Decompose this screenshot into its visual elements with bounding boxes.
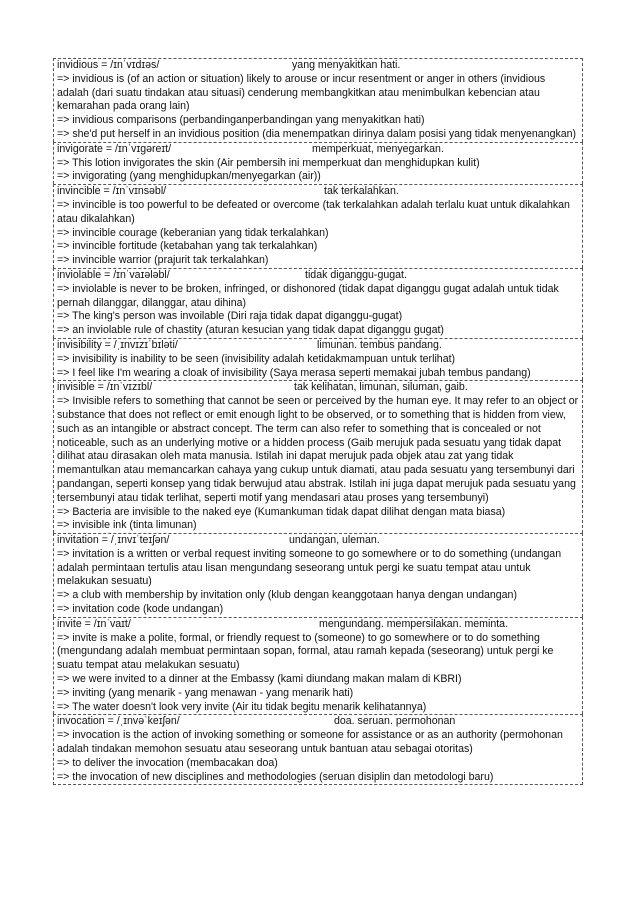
example-line: => Bacteria are invisible to the naked eye (Kumankuman tidak dapat dilihat dengan mata biasa) [57,505,506,518]
example-line: => The king's person was invoilable (Diri raja tidak dapat diganggu-gugat) [57,310,403,323]
example-line: => inviting (yang menarik - yang menawan - yang menarik hati) [57,686,354,699]
example-line: => invidious comparisons (perbandinganperbandingan yang menyakitkan hati) [57,114,425,127]
example-line: => invisible ink (tinta limunan) [57,519,197,532]
headword: invite = /ɪnˈvaɪt/ [57,617,131,630]
example-line: => we were invited to a dinner at the Embassy (kami diundang makan malam di KBRI) [57,673,462,686]
example-line: => invigorating (yang menghidupkan/menyegarkan (air)) [57,170,321,183]
entry-headline [57,534,579,548]
gloss: tidak diganggu-gugat. [305,268,407,281]
example-line: => invincible courage (keberanian yang tidak terkalahkan) [57,226,329,239]
dictionary-page [53,58,583,785]
dictionary-entry [53,380,583,533]
entry-headline [57,715,579,729]
headword: invidious = /ɪnˈvɪdɪəs/ [57,59,160,71]
gloss: tak terkalahkan. [324,185,399,198]
dictionary-entry [53,184,583,268]
dictionary-entry [53,533,583,617]
example-line: => the invocation of new disciplines and methodologies (seruan disiplin dan metodologi baru) [57,770,494,783]
entry-headline [57,143,579,157]
example-line: => a club with membership by invitation only (klub dengan keanggotaan hanya dengan undangan) [57,589,517,602]
gloss: doa. seruan. permohonan [334,715,456,728]
example-line: => invocation is the action of invoking something or someone for assistance or as an authority (permohonan adalah tindakan memohon sesuatu atau seseorang untuk bantuan atau sebagai otoritas) [57,729,563,756]
entry-headline [57,381,579,395]
gloss: limunan. tembus pandang. [317,338,442,351]
example-line: => Invisible refers to something that cannot be seen or perceived by the human eye. It may refer to an object or substance that does not reflect or emit enough light to be observed, or to something that is hidden from view, such as an intangible or abstract concept. The term can also refer to something that is concealed or not noticeable, such as an underlying motive or a hidden process (Gaib merujuk pada sesuatu yang tidak dapat dilihat atau dirasakan oleh mata manusia. Istilah ini dapat merujuk pada objek atau zat yang tidak memantulkan atau memancarkan cahaya yang cukup untuk diamati, atau pada sesuatu yang tersembunyi dari pandangan, seperti konsep yang tidak berwujud atau abstrak. Istilah ini juga dapat merujuk pada sesuatu yang tersembunyi atau tidak terlihat, seperti motif yang mendasari atau proses yang tersembunyi) [57,395,579,504]
headword: invigorate = /ɪnˈvɪɡəreɪt/ [57,142,172,155]
example-line: => inviolable is never to be broken, infringed, or dishonored (tidak dapat diganggu gugat adalah untuk tidak pernah dilanggar, dilanggar, atau dihina) [57,282,559,309]
dictionary-entry [53,617,583,715]
dictionary-entry [53,142,583,184]
example-line: => invitation is a written or verbal request inviting someone to go somewhere or to do something (undangan adalah permintaan tertulis atau lisan mengundang seseorang untuk pergi ke suatu tempat atau untuk melakukan sesuatu) [57,547,562,588]
headword: invitation = /ˌɪnvɪˈteɪʃən/ [57,534,170,547]
entry-headline [57,339,579,353]
example-line: => invincible warrior (prajurit tak terkalahkan) [57,254,269,267]
headword: invocation = /ˌɪnvəˈkeɪʃən/ [57,715,180,728]
headword: invisible = /ɪnˈvɪzɪbl/ [57,381,153,394]
gloss: mengundang. mempersilakan. meminta. [319,617,509,630]
example-line: => invisibility is inability to be seen (invisibility adalah ketidakmampuan untuk terlihat) [57,352,456,365]
headword: invincible = /ɪnˈvɪnsəbl/ [57,185,167,198]
headword: invisibility = /ˌɪnvɪzɪˈbɪləti/ [57,338,178,351]
gloss: yang menyakitkan hati. [292,59,401,71]
entry-headline [57,59,579,73]
entry-headline [57,269,579,283]
dictionary-entry [53,268,583,338]
example-line: => invincible is too powerful to be defeated or overcome (tak terkalahkan adalah terlalu kuat untuk dikalahkan atau dikalahkan) [57,198,570,225]
entry-headline [57,185,579,199]
example-line: => invitation code (kode undangan) [57,603,224,616]
example-line: => The water doesn't look very invite (Air itu tidak begitu menarik kelihatannya) [57,700,427,713]
gloss: undangan, uleman. [289,534,380,547]
example-line: => invidious is (of an action or situation) likely to arouse or incur resentment or anger in others (invidious adalah (dari suatu tindakan atau situasi) cenderung membangkitkan atau menimbulkan kebencian atau kemarahan pada orang lain) [57,72,546,113]
dictionary-entry [53,338,583,380]
dictionary-entry [53,714,583,785]
dictionary-entry [53,58,583,142]
headword: inviolable = /ɪnˈvaɪələbl/ [57,268,170,281]
example-line: => This lotion invigorates the skin (Air pembersih ini memperkuat dan menghidupkan kulit) [57,156,480,169]
entry-headline [57,618,579,632]
example-line: => she'd put herself in an invidious position (dia menempatkan dirinya dalam posisi yang tidak menyenangkan) [57,127,577,140]
example-line: => I feel like I'm wearing a cloak of invisibility (Saya merasa seperti memakai jubah tembus pandang) [57,366,531,379]
gloss: memperkuat, menyegarkan. [312,142,444,155]
example-line: => an inviolable rule of chastity (aturan kesucian yang tidak dapat diganggu gugat) [57,324,444,337]
example-line: => to deliver the invocation (membacakan doa) [57,756,278,769]
example-line: => invincible fortitude (ketabahan yang tak terkalahkan) [57,240,318,253]
gloss: tak kelihatan, limunan, siluman, gaib. [294,381,468,394]
example-line: => invite is make a polite, formal, or friendly request to (someone) to go somewhere or to do something (mengundang adalah membuat permintaan sopan, formal, atau ramah kepada (seseorang) untuk pergi ke suatu tempat atau melakukan sesuatu) [57,631,554,672]
